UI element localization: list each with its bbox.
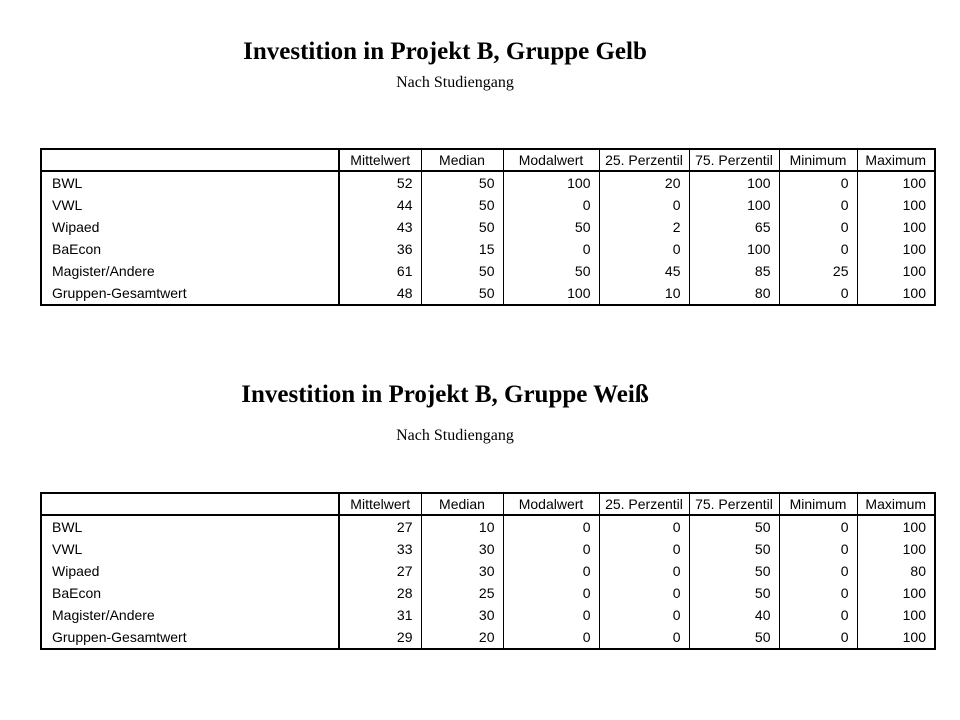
table-cell: 0 bbox=[779, 582, 857, 604]
table-cell: 15 bbox=[421, 238, 503, 260]
table-subtitle-weiss: Nach Studiengang bbox=[396, 427, 514, 444]
column-header: Median bbox=[421, 149, 503, 171]
column-header: Modalwert bbox=[503, 149, 599, 171]
table-cell: 50 bbox=[421, 260, 503, 282]
row-label: VWL bbox=[52, 197, 83, 213]
table-cell: 30 bbox=[421, 560, 503, 582]
row-label: BaEcon bbox=[52, 241, 102, 257]
table-cell: 0 bbox=[779, 560, 857, 582]
table-cell: 0 bbox=[779, 282, 857, 305]
table-cell: 0 bbox=[779, 626, 857, 649]
table-row bbox=[41, 582, 935, 604]
table-cell: 100 bbox=[857, 604, 935, 626]
row-label: Gruppen-Gesamtwert bbox=[52, 285, 187, 301]
table-body bbox=[41, 515, 935, 649]
table-cell: 100 bbox=[857, 582, 935, 604]
header-row bbox=[41, 149, 935, 171]
table-cell: 100 bbox=[503, 282, 599, 305]
table-cell: 50 bbox=[421, 171, 503, 194]
table-cell: 28 bbox=[339, 582, 421, 604]
table-cell: 50 bbox=[689, 626, 779, 649]
table-cell: 50 bbox=[421, 216, 503, 238]
column-header: Maximum bbox=[857, 493, 935, 515]
table-cell: 0 bbox=[503, 194, 599, 216]
table-header bbox=[41, 493, 935, 515]
table-cell: 100 bbox=[689, 194, 779, 216]
column-header: 25. Perzentil bbox=[599, 493, 689, 515]
table-body bbox=[41, 171, 935, 305]
table-cell: 0 bbox=[503, 238, 599, 260]
table-cell: 0 bbox=[779, 238, 857, 260]
table-cell: 0 bbox=[779, 538, 857, 560]
table-cell: 27 bbox=[339, 560, 421, 582]
table-cell: 0 bbox=[779, 171, 857, 194]
table-cell: 85 bbox=[689, 260, 779, 282]
table-cell: 43 bbox=[339, 216, 421, 238]
table-row bbox=[41, 515, 935, 538]
column-header: Maximum bbox=[857, 149, 935, 171]
table-cell: 0 bbox=[599, 238, 689, 260]
row-label: Gruppen-Gesamtwert bbox=[52, 629, 187, 645]
table-cell: 27 bbox=[339, 515, 421, 538]
table-row bbox=[41, 171, 935, 194]
table-cell: 0 bbox=[599, 194, 689, 216]
row-label: BWL bbox=[52, 175, 83, 191]
table-cell: 20 bbox=[599, 171, 689, 194]
table-cell: 100 bbox=[857, 515, 935, 538]
column-header: Minimum bbox=[779, 149, 857, 171]
table-title-gelb: Investition in Projekt B, Gruppe Gelb bbox=[243, 38, 647, 65]
table-cell: 80 bbox=[857, 560, 935, 582]
table-cell: 100 bbox=[857, 194, 935, 216]
column-header: 25. Perzentil bbox=[599, 149, 689, 171]
table-cell: 25 bbox=[421, 582, 503, 604]
table-cell: 100 bbox=[689, 238, 779, 260]
table-cell: 100 bbox=[857, 282, 935, 305]
table-cell: 10 bbox=[421, 515, 503, 538]
table-row bbox=[41, 538, 935, 560]
table-cell: 50 bbox=[689, 560, 779, 582]
table-row bbox=[41, 560, 935, 582]
table-cell: 0 bbox=[503, 582, 599, 604]
table-cell: 30 bbox=[421, 604, 503, 626]
table-cell: 80 bbox=[689, 282, 779, 305]
header-row bbox=[41, 493, 935, 515]
table-cell: 44 bbox=[339, 194, 421, 216]
table-row bbox=[41, 216, 935, 238]
table-cell: 100 bbox=[857, 216, 935, 238]
stats-table-gelb bbox=[40, 148, 936, 306]
table-subtitle-gelb: Nach Studiengang bbox=[396, 74, 514, 91]
table-cell: 45 bbox=[599, 260, 689, 282]
column-header: 75. Perzentil bbox=[689, 493, 779, 515]
table-cell: 40 bbox=[689, 604, 779, 626]
table-cell: 100 bbox=[857, 260, 935, 282]
table-row bbox=[41, 282, 935, 305]
column-header: Minimum bbox=[779, 493, 857, 515]
row-label: VWL bbox=[52, 541, 83, 557]
table-cell: 65 bbox=[689, 216, 779, 238]
row-label: Magister/Andere bbox=[52, 607, 155, 623]
table-cell: 0 bbox=[503, 626, 599, 649]
table-row bbox=[41, 194, 935, 216]
table-cell: 50 bbox=[689, 515, 779, 538]
table-cell: 50 bbox=[421, 282, 503, 305]
table-cell: 0 bbox=[779, 604, 857, 626]
table-header bbox=[41, 149, 935, 171]
table-cell: 0 bbox=[503, 538, 599, 560]
table-cell: 0 bbox=[599, 560, 689, 582]
table-cell: 0 bbox=[599, 538, 689, 560]
table-cell: 0 bbox=[599, 626, 689, 649]
table-cell: 100 bbox=[857, 171, 935, 194]
table-cell: 10 bbox=[599, 282, 689, 305]
table-cell: 61 bbox=[339, 260, 421, 282]
stats-table-weiss bbox=[40, 492, 936, 650]
table-cell: 31 bbox=[339, 604, 421, 626]
table-cell: 50 bbox=[503, 260, 599, 282]
table-cell: 50 bbox=[689, 538, 779, 560]
table-cell: 30 bbox=[421, 538, 503, 560]
table-cell: 0 bbox=[779, 194, 857, 216]
table-cell: 0 bbox=[599, 604, 689, 626]
table-cell: 36 bbox=[339, 238, 421, 260]
table-cell: 0 bbox=[503, 515, 599, 538]
table-cell: 2 bbox=[599, 216, 689, 238]
row-label: Magister/Andere bbox=[52, 263, 155, 279]
stats-table-weiss-container bbox=[40, 492, 927, 650]
table-cell: 52 bbox=[339, 171, 421, 194]
row-label: Wipaed bbox=[52, 219, 100, 235]
table-cell: 100 bbox=[503, 171, 599, 194]
table-cell: 48 bbox=[339, 282, 421, 305]
table-cell: 50 bbox=[503, 216, 599, 238]
table-cell: 0 bbox=[599, 515, 689, 538]
table-cell: 100 bbox=[857, 538, 935, 560]
row-label: BWL bbox=[52, 519, 83, 535]
column-header: Modalwert bbox=[503, 493, 599, 515]
table-title-weiss: Investition in Projekt B, Gruppe Weiß bbox=[241, 381, 649, 408]
column-header: Mittelwert bbox=[339, 149, 421, 171]
column-header: Mittelwert bbox=[339, 493, 421, 515]
table-row bbox=[41, 626, 935, 649]
row-label: Wipaed bbox=[52, 563, 100, 579]
table-row bbox=[41, 260, 935, 282]
stats-table-gelb-container bbox=[40, 148, 927, 306]
header-corner-cell bbox=[41, 493, 339, 515]
column-header: 75. Perzentil bbox=[689, 149, 779, 171]
table-cell: 0 bbox=[779, 515, 857, 538]
table-cell: 25 bbox=[779, 260, 857, 282]
table-row bbox=[41, 604, 935, 626]
table-cell: 100 bbox=[857, 238, 935, 260]
table-cell: 33 bbox=[339, 538, 421, 560]
table-cell: 20 bbox=[421, 626, 503, 649]
table-cell: 0 bbox=[503, 604, 599, 626]
table-cell: 29 bbox=[339, 626, 421, 649]
column-header: Median bbox=[421, 493, 503, 515]
table-cell: 0 bbox=[779, 216, 857, 238]
table-cell: 0 bbox=[503, 560, 599, 582]
table-row bbox=[41, 238, 935, 260]
table-cell: 50 bbox=[689, 582, 779, 604]
table-cell: 50 bbox=[421, 194, 503, 216]
row-label: BaEcon bbox=[52, 585, 102, 601]
table-cell: 100 bbox=[689, 171, 779, 194]
table-cell: 100 bbox=[857, 626, 935, 649]
table-cell: 0 bbox=[599, 582, 689, 604]
header-corner-cell bbox=[41, 149, 339, 171]
